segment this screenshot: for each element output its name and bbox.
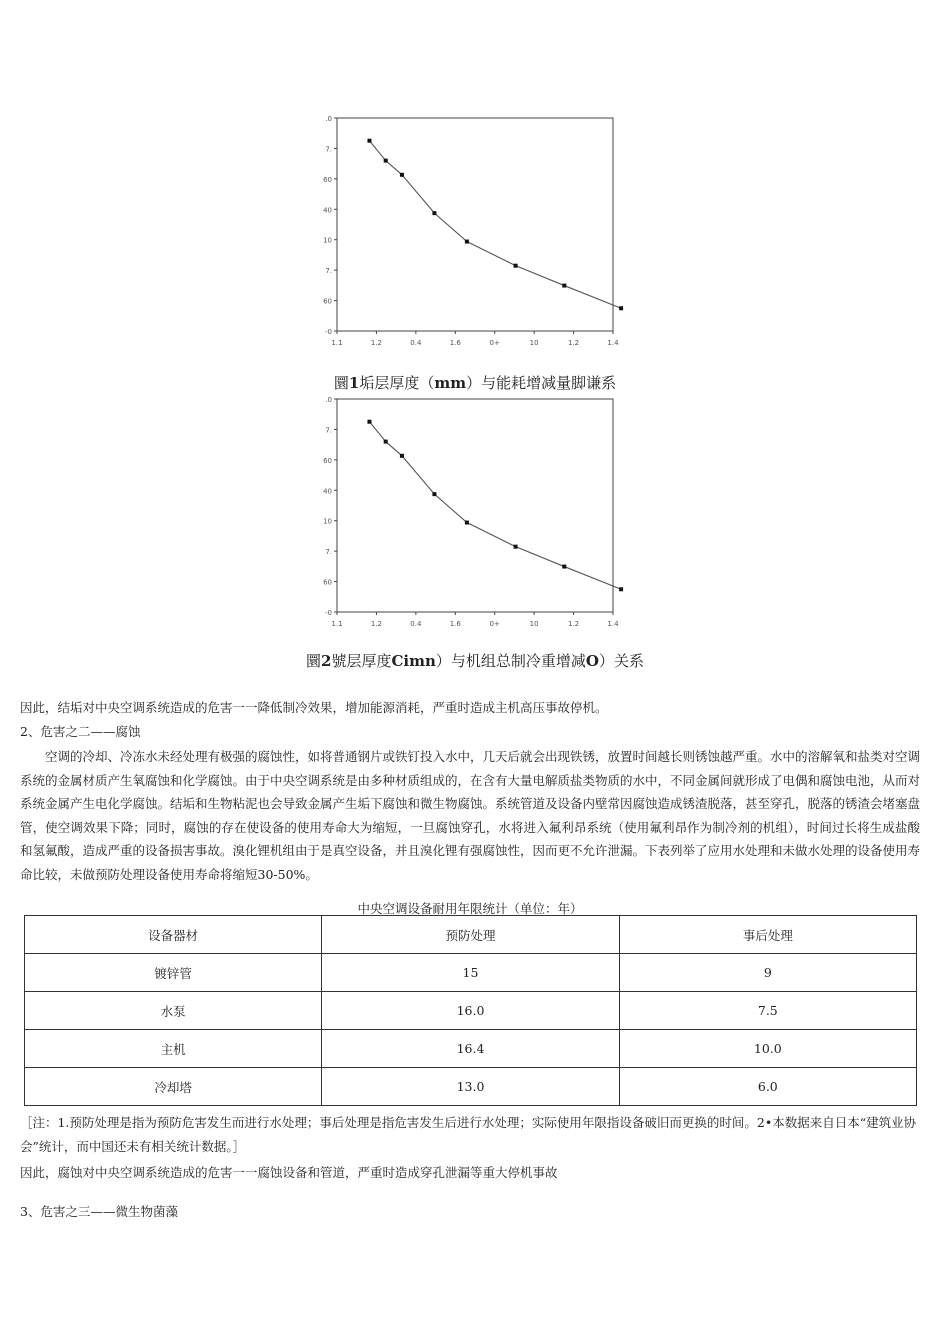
- y-tick-label: 60: [323, 297, 332, 306]
- figure-2-caption: [0, 650, 950, 671]
- data-point: [514, 545, 518, 549]
- caption-tail: ）与能耗增减量脚谦系: [466, 374, 617, 392]
- cell-material: 冷却塔: [25, 1068, 322, 1106]
- x-tick-label: 1.1: [331, 620, 343, 628]
- x-tick-label: 1.6: [449, 339, 461, 347]
- data-point: [514, 264, 518, 268]
- y-tick-label: 7.: [325, 426, 332, 435]
- x-tick-label: 0.4: [410, 620, 422, 628]
- service-life-table: [24, 915, 917, 1106]
- x-tick-label: 1.2: [568, 339, 580, 347]
- caption-tail: ）与机组总制冷重增减: [435, 652, 586, 670]
- y-tick-label: 7.: [325, 267, 332, 276]
- y-tick-label: .0: [325, 396, 332, 404]
- heading-microbes: 3、危害之三——微生物菌藻: [20, 1204, 178, 1219]
- y-tick-label: -0: [325, 328, 332, 336]
- data-point: [562, 565, 566, 569]
- data-point: [367, 139, 371, 143]
- table-row: [25, 1068, 917, 1106]
- y-tick-label: 10: [323, 236, 332, 245]
- caption-text: 垢层厚度（: [359, 374, 435, 392]
- paragraph-corrosion: 空调的冷却、冷冻水未经处理有极强的腐蚀性，如将普通钢片或铁钉投入水中，几天后就会出现铁锈，放置时间越长则锈蚀越严重。水中的溶解氧和盐类对空调系统的金属材质产生氧腐蚀和化学腐蚀。由于中央空调系统是由多种材质组成的，在含有大量电解质盐类物质的水中，不同金属间就形成了电偶和腐蚀电池，从而对系统金属产生电化学腐蚀。结垢和生物粘泥也会导致金属产生垢下腐蚀和微生物腐蚀。系统管道及设备内壁常因腐蚀造成锈渣脱落，甚至穿孔，脱落的锈渣会堵塞盘管，使空调效果下降；同时，腐蚀的存在使设备的使用寿命大为缩短，一旦腐蚀穿孔，水将进入氟利昂系统（使用氟利昂作为制冷剂的机组），时间过长将生成盐酸和氢氟酸，造成严重的设备损害事故。溴化锂机组由于是真空设备，并且溴化锂有强腐蚀性，因而更不允许泄漏。下表列举了应用水处理和未做水处理的设备使用寿命比较，未做预防处理设备使用寿命将缩短30-50%。: [20, 749, 921, 882]
- data-point: [400, 454, 404, 458]
- table-title: 中央空调设备耐用年限统计（单位：年）: [357, 901, 583, 916]
- data-point: [465, 521, 469, 525]
- header-after: 事后处理: [619, 916, 916, 954]
- x-tick-label: 0+: [489, 339, 500, 347]
- x-tick-label: 10: [529, 339, 539, 347]
- cell-preventive: 16.0: [322, 992, 619, 1030]
- x-tick-label: 1.2: [370, 339, 382, 347]
- cell-after: 7.5: [619, 992, 916, 1030]
- caption-o: O: [585, 652, 599, 670]
- y-tick-label: 60: [323, 456, 332, 465]
- series-line: [369, 422, 621, 590]
- data-point: [432, 492, 436, 496]
- figure-1-chart: [300, 112, 630, 352]
- caption-prefix: 圜: [333, 374, 349, 392]
- cell-material: 主机: [25, 1030, 322, 1068]
- caption-number: 1: [348, 374, 360, 392]
- y-tick-label: 7.: [325, 548, 332, 557]
- data-point: [619, 587, 623, 591]
- caption-text: 號层厚度: [331, 652, 392, 670]
- figure-2-plot: [300, 393, 630, 633]
- cell-preventive: 15: [322, 954, 619, 992]
- data-point: [619, 306, 623, 310]
- figure-1-caption: [0, 372, 950, 393]
- y-tick-label: 60: [323, 175, 332, 184]
- data-point: [432, 211, 436, 215]
- series-line: [369, 141, 621, 309]
- cell-after: 9: [619, 954, 916, 992]
- figure-2-chart: [300, 393, 630, 633]
- cell-after: 10.0: [619, 1030, 916, 1068]
- y-tick-label: 40: [323, 487, 332, 496]
- caption-unit: Cimn: [391, 652, 436, 670]
- x-tick-label: 0.4: [410, 339, 422, 347]
- caption-number: 2: [321, 652, 332, 670]
- x-tick-label: 0+: [489, 620, 500, 628]
- data-point: [367, 420, 371, 424]
- y-tick-label: -0: [325, 609, 332, 617]
- caption-unit: mm: [434, 374, 467, 392]
- heading-corrosion: 2、危害之二——腐蚀: [20, 724, 141, 739]
- y-tick-label: 10: [323, 517, 332, 526]
- cell-preventive: 13.0: [322, 1068, 619, 1106]
- x-tick-label: 1.1: [331, 339, 343, 347]
- paragraph-scale-conclusion: 因此，结垢对中央空调系统造成的危害一一降低制冷效果，增加能源消耗，严重时造成主机高压事故停机。: [20, 700, 608, 715]
- plot-frame: [337, 399, 613, 612]
- figure-1-plot: [300, 112, 630, 352]
- table-note: ［注：1.预防处理是指为预防危害发生而进行水处理；事后处理是指危害发生后进行水处理；实际使用年限指设备破旧而更换的时间。2•本数据来自日本“建筑业协会”统计，而中国还未有相关统计数据。］: [20, 1115, 917, 1154]
- y-tick-label: 40: [323, 206, 332, 215]
- cell-material: 镀锌管: [25, 954, 322, 992]
- cell-material: 水泵: [25, 992, 322, 1030]
- table-row: [25, 992, 917, 1030]
- data-point: [400, 173, 404, 177]
- data-point: [384, 440, 388, 444]
- x-tick-label: 10: [529, 620, 539, 628]
- y-tick-label: 7.: [325, 145, 332, 154]
- table-row: [25, 1030, 917, 1068]
- y-tick-label: 60: [323, 578, 332, 587]
- x-tick-label: 1.6: [449, 620, 461, 628]
- data-point: [465, 240, 469, 244]
- caption-end: ）关系: [598, 652, 644, 670]
- y-tick-label: .0: [325, 115, 332, 123]
- data-point: [384, 159, 388, 163]
- data-point: [562, 284, 566, 288]
- plot-frame: [337, 118, 613, 331]
- caption-prefix: 圜: [306, 652, 322, 670]
- table-row: [25, 954, 917, 992]
- x-tick-label: 1.2: [568, 620, 580, 628]
- header-material: 设备器材: [25, 916, 322, 954]
- x-tick-label: 1.4: [607, 339, 619, 347]
- x-tick-label: 1.4: [607, 620, 619, 628]
- x-tick-label: 1.2: [370, 620, 382, 628]
- table-header-row: [25, 916, 917, 954]
- paragraph-corrosion-conclusion: 因此，腐蚀对中央空调系统造成的危害一一腐蚀设备和管道，严重时造成穿孔泄漏等重大停机事故: [20, 1165, 558, 1180]
- cell-after: 6.0: [619, 1068, 916, 1106]
- cell-preventive: 16.4: [322, 1030, 619, 1068]
- header-preventive: 预防处理: [322, 916, 619, 954]
